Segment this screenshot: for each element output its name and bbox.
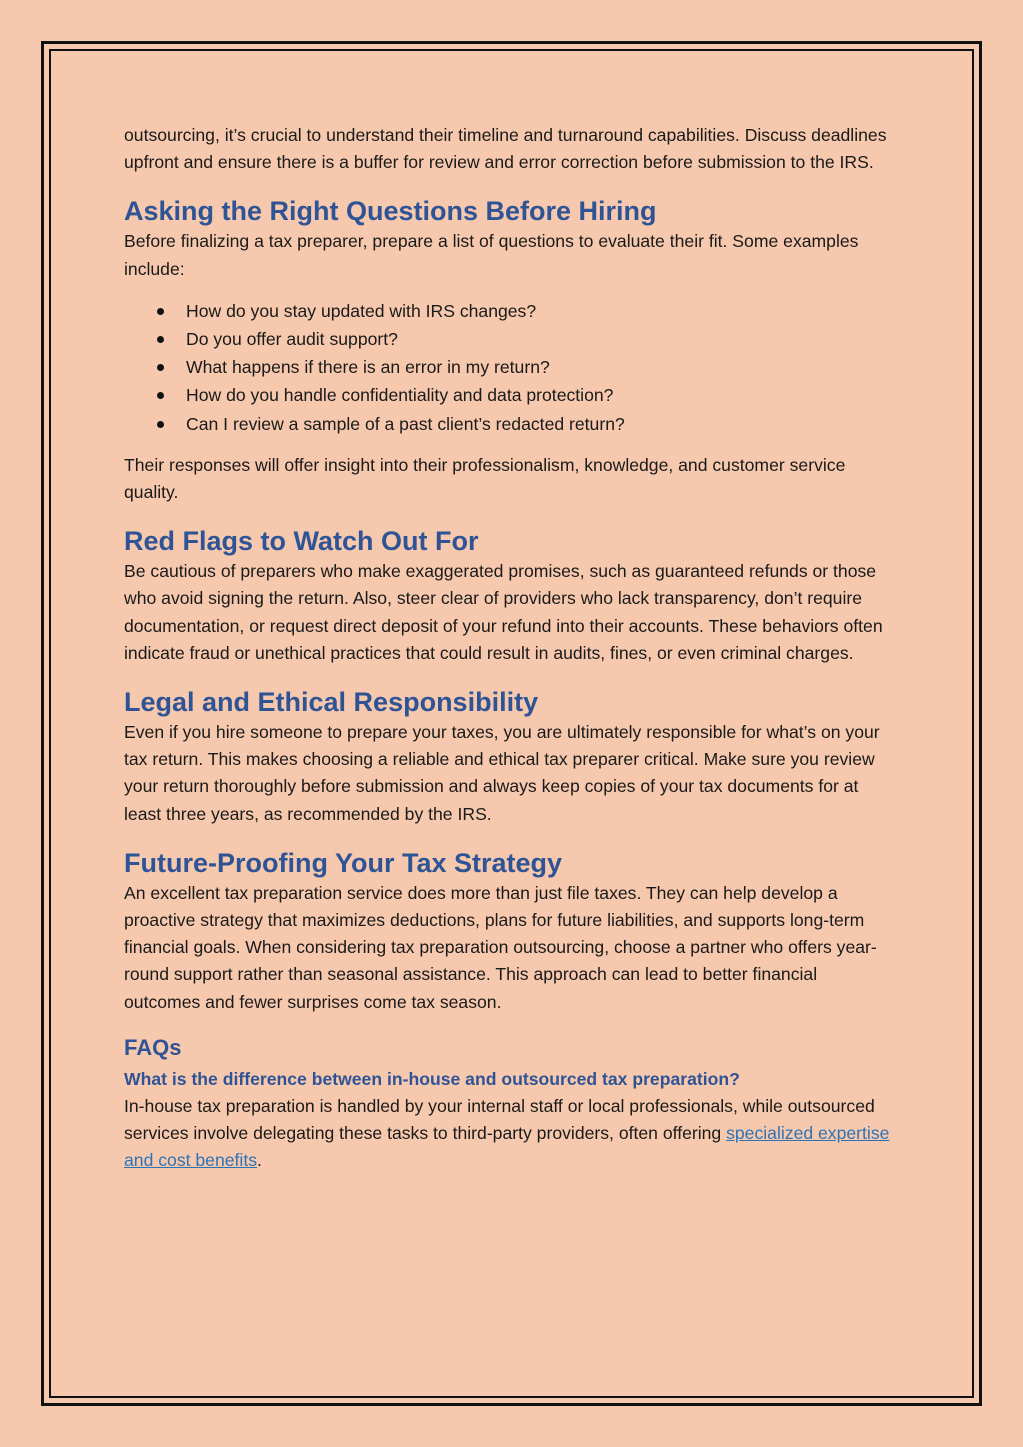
heading-legal-ethical: Legal and Ethical Responsibility bbox=[124, 687, 539, 718]
bullet-icon bbox=[157, 364, 164, 371]
heading-faqs: FAQs bbox=[124, 1034, 182, 1060]
heading-asking-questions: Asking the Right Questions Before Hiring bbox=[124, 196, 657, 227]
questions-closing: Their responses will offer insight into their professionalism, knowledge, and customer service quality. bbox=[124, 454, 846, 503]
list-item: Do you offer audit support? bbox=[124, 325, 896, 353]
red-flags-body: Be cautious of preparers who make exaggerated promises, such as guaranteed refunds or those who avoid signing the return. Also, steer clear of providers who lack transparency, don’t require documentation, or request direct deposit of your refund into their accounts. These behaviors often indicate fraud or unethical practices that could result in audits, fines, or even criminal charges. bbox=[124, 561, 883, 663]
bullet-icon bbox=[157, 336, 164, 343]
list-item: Can I review a sample of a past client’s redacted return? bbox=[124, 410, 896, 438]
document-content bbox=[124, 122, 896, 1174]
intro-paragraph: outsourcing, it’s crucial to understand their timeline and turnaround capabilities. Discuss deadlines upfront and ensure there is a buffer for review and error correction before submission to the IRS. bbox=[124, 125, 887, 173]
list-item: How do you stay updated with IRS changes? bbox=[124, 297, 896, 325]
list-item: How do you handle confidentiality and data protection? bbox=[124, 381, 896, 409]
questions-list bbox=[124, 297, 896, 438]
questions-lead: Before finalizing a tax preparer, prepare a list of questions to evaluate their fit. Some examples include: bbox=[124, 231, 859, 279]
bullet-icon bbox=[157, 308, 164, 315]
specialized-expertise-link[interactable]: specialized expertise and cost benefits bbox=[124, 1123, 890, 1171]
heading-future-proofing: Future-Proofing Your Tax Strategy bbox=[124, 847, 563, 878]
future-body: An excellent tax preparation service does more than just file taxes. They can help develop a proactive strategy that maximizes deductions, plans for future liabilities, and supports long-term financial goals. When considering tax preparation outsourcing, choose a partner who offers year-round support rather than seasonal assistance. This approach can lead to better financial outcomes and fewer surprises come tax season. bbox=[124, 882, 877, 1012]
faq-answer: In-house tax preparation is handled by your internal staff or local professionals, while outsourced services involve delegating these tasks to third-party providers, often offering specialized expertise and cost benefits. bbox=[124, 1095, 890, 1171]
legal-body: Even if you hire someone to prepare your taxes, you are ultimately responsible for what’s on your tax return. This makes choosing a reliable and ethical tax preparer critical. Make sure you review your return thoroughly before submission and always keep copies of your tax documents for at least three years, as recommended by the IRS. bbox=[124, 722, 880, 824]
bullet-icon bbox=[157, 421, 164, 428]
list-item: What happens if there is an error in my return? bbox=[124, 353, 896, 381]
bullet-icon bbox=[157, 392, 164, 399]
heading-red-flags: Red Flags to Watch Out For bbox=[124, 526, 479, 557]
faq-question: What is the difference between in-house and outsourced tax preparation? bbox=[124, 1068, 740, 1089]
